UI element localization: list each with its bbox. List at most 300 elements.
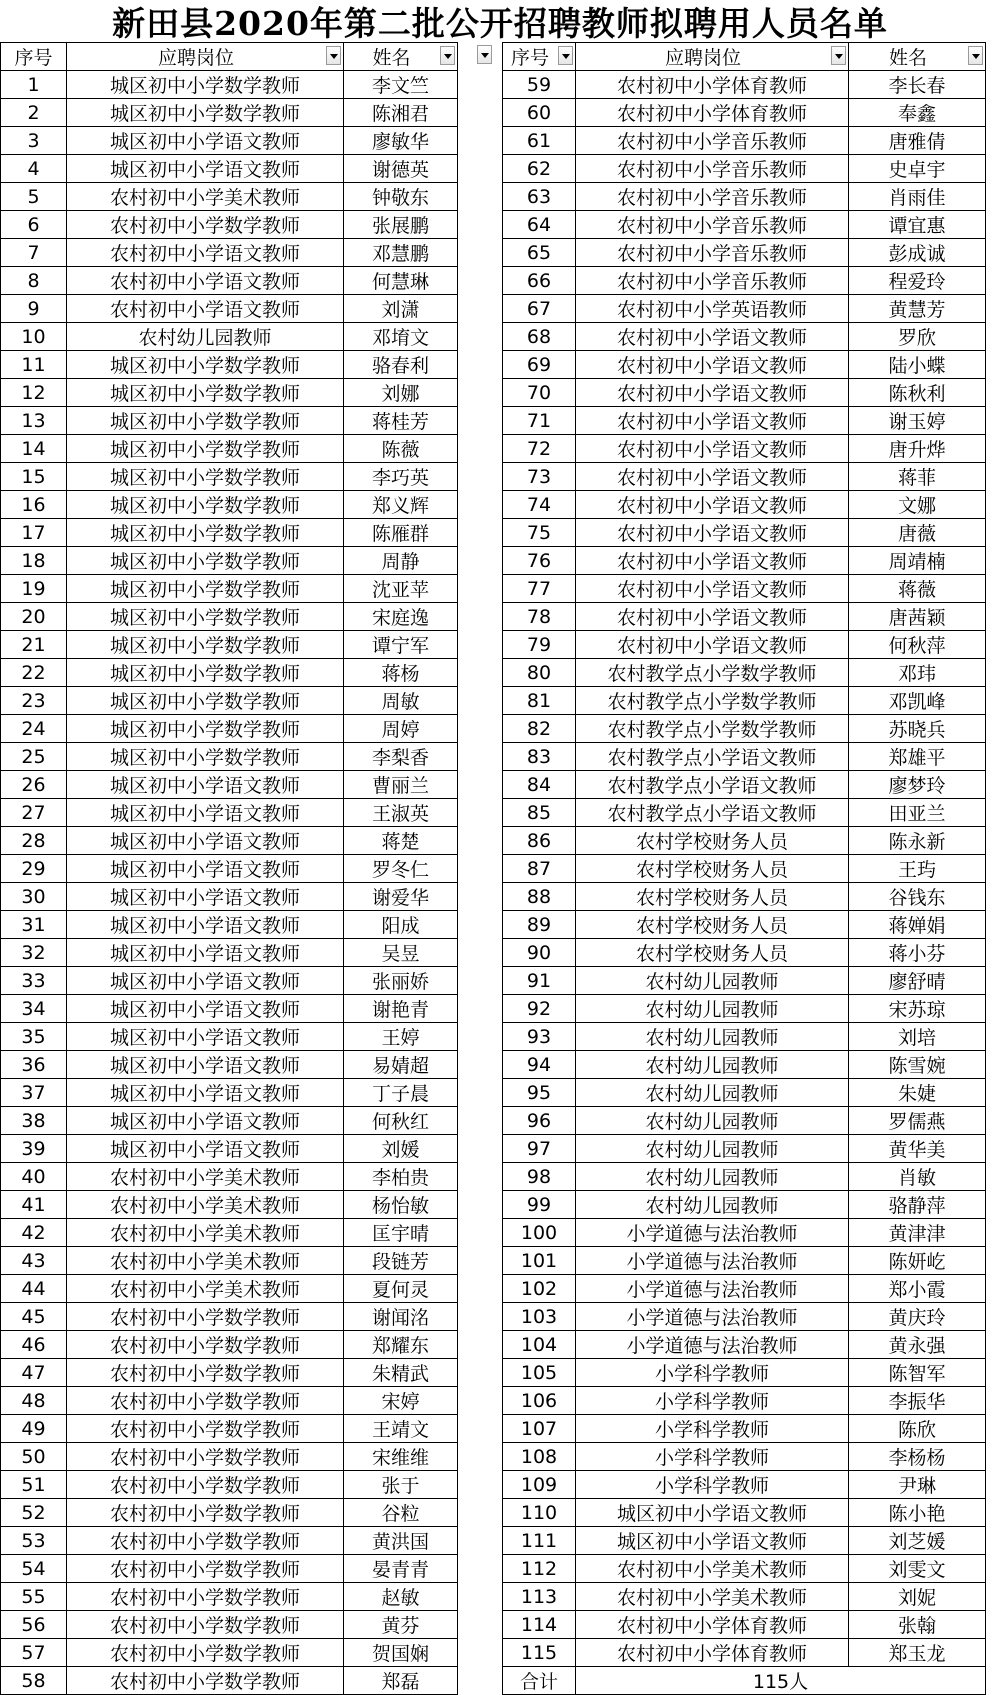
cell-name: 陈雪婉 bbox=[849, 1051, 986, 1079]
cell-name: 朱婕 bbox=[849, 1079, 986, 1107]
table-row bbox=[503, 631, 986, 659]
table-row bbox=[503, 995, 986, 1023]
cell-post: 农村初中小学体育教师 bbox=[576, 71, 849, 99]
table-row bbox=[503, 967, 986, 995]
cell-no: 8 bbox=[1, 267, 67, 295]
table-row bbox=[503, 239, 986, 267]
cell-name: 蒋小芬 bbox=[849, 939, 986, 967]
table-row bbox=[503, 1107, 986, 1135]
cell-no: 50 bbox=[1, 1443, 67, 1471]
cell-post: 城区初中小学语文教师 bbox=[576, 1499, 849, 1527]
cell-name: 彭成诚 bbox=[849, 239, 986, 267]
cell-post: 农村初中小学语文教师 bbox=[576, 491, 849, 519]
cell-post: 城区初中小学数学教师 bbox=[67, 407, 344, 435]
cell-no: 96 bbox=[503, 1107, 576, 1135]
cell-no: 90 bbox=[503, 939, 576, 967]
cell-name: 陆小蝶 bbox=[849, 351, 986, 379]
cell-post: 农村幼儿园教师 bbox=[576, 1191, 849, 1219]
cell-name: 张于 bbox=[344, 1471, 458, 1499]
column-header-name[interactable]: 姓名 bbox=[849, 43, 986, 71]
cell-name: 肖雨佳 bbox=[849, 183, 986, 211]
cell-post: 城区初中小学数学教师 bbox=[67, 519, 344, 547]
cell-no: 100 bbox=[503, 1219, 576, 1247]
cell-name: 张展鹏 bbox=[344, 211, 458, 239]
table-row bbox=[503, 71, 986, 99]
cell-name: 黄慧芳 bbox=[849, 295, 986, 323]
table-row bbox=[1, 267, 458, 295]
column-header-post[interactable]: 应聘岗位 bbox=[576, 43, 849, 71]
cell-name: 廖梦玲 bbox=[849, 771, 986, 799]
table-row bbox=[1, 1387, 458, 1415]
table-row bbox=[503, 155, 986, 183]
cell-name: 蒋薇 bbox=[849, 575, 986, 603]
filter-dropdown-icon[interactable] bbox=[831, 46, 846, 65]
cell-post: 农村幼儿园教师 bbox=[576, 1023, 849, 1051]
cell-name: 丁子晨 bbox=[344, 1079, 458, 1107]
filter-dropdown-icon[interactable] bbox=[968, 46, 983, 65]
cell-name: 陈小艳 bbox=[849, 1499, 986, 1527]
cell-no: 83 bbox=[503, 743, 576, 771]
cell-post: 小学科学教师 bbox=[576, 1359, 849, 1387]
cell-no: 84 bbox=[503, 771, 576, 799]
table-row bbox=[503, 99, 986, 127]
table-row bbox=[1, 1079, 458, 1107]
cell-post: 农村初中小学数学教师 bbox=[67, 1667, 344, 1695]
cell-no: 55 bbox=[1, 1583, 67, 1611]
cell-no: 74 bbox=[503, 491, 576, 519]
cell-post: 农村初中小学数学教师 bbox=[67, 1443, 344, 1471]
cell-post: 城区初中小学语文教师 bbox=[67, 1023, 344, 1051]
cell-no: 18 bbox=[1, 547, 67, 575]
cell-name: 田亚兰 bbox=[849, 799, 986, 827]
table-row bbox=[503, 547, 986, 575]
cell-no: 14 bbox=[1, 435, 67, 463]
cell-post: 农村初中小学数学教师 bbox=[67, 1359, 344, 1387]
cell-post: 农村初中小学数学教师 bbox=[67, 1303, 344, 1331]
cell-post: 城区初中小学数学教师 bbox=[67, 351, 344, 379]
cell-name: 陈秋利 bbox=[849, 379, 986, 407]
cell-no: 75 bbox=[503, 519, 576, 547]
cell-post: 农村初中小学数学教师 bbox=[67, 1555, 344, 1583]
table-row bbox=[503, 1359, 986, 1387]
cell-name: 陈欣 bbox=[849, 1415, 986, 1443]
cell-post: 农村初中小学英语教师 bbox=[576, 295, 849, 323]
cell-name: 张丽娇 bbox=[344, 967, 458, 995]
cell-name: 郑雄平 bbox=[849, 743, 986, 771]
table-row bbox=[503, 323, 986, 351]
right-table-body bbox=[503, 71, 986, 1667]
cell-no: 58 bbox=[1, 1667, 67, 1695]
cell-name: 周敏 bbox=[344, 687, 458, 715]
cell-no: 53 bbox=[1, 1527, 67, 1555]
table-row bbox=[1, 631, 458, 659]
cell-post: 农村幼儿园教师 bbox=[576, 1107, 849, 1135]
table-row bbox=[1, 603, 458, 631]
cell-no: 93 bbox=[503, 1023, 576, 1051]
cell-post: 农村初中小学美术教师 bbox=[67, 183, 344, 211]
cell-no: 101 bbox=[503, 1247, 576, 1275]
cell-no: 63 bbox=[503, 183, 576, 211]
cell-post: 城区初中小学数学教师 bbox=[67, 631, 344, 659]
cell-no: 104 bbox=[503, 1331, 576, 1359]
table-row bbox=[1, 1219, 458, 1247]
table-row bbox=[503, 1079, 986, 1107]
cell-post: 农村初中小学美术教师 bbox=[67, 1163, 344, 1191]
cell-no: 77 bbox=[503, 575, 576, 603]
table-row bbox=[1, 911, 458, 939]
cell-no: 57 bbox=[1, 1639, 67, 1667]
cell-name: 赵敏 bbox=[344, 1583, 458, 1611]
cell-name: 周靖楠 bbox=[849, 547, 986, 575]
cell-name: 王靖文 bbox=[344, 1415, 458, 1443]
cell-name: 钟敬东 bbox=[344, 183, 458, 211]
cell-no: 25 bbox=[1, 743, 67, 771]
cell-name: 吴昱 bbox=[344, 939, 458, 967]
cell-name: 陈智军 bbox=[849, 1359, 986, 1387]
table-row bbox=[503, 1023, 986, 1051]
cell-no: 26 bbox=[1, 771, 67, 799]
cell-name: 史卓宇 bbox=[849, 155, 986, 183]
cell-name: 郑义辉 bbox=[344, 491, 458, 519]
table-row bbox=[1, 715, 458, 743]
cell-no: 44 bbox=[1, 1275, 67, 1303]
table-row bbox=[1, 71, 458, 99]
cell-post: 农村初中小学数学教师 bbox=[67, 1527, 344, 1555]
cell-name: 刘潇 bbox=[344, 295, 458, 323]
cell-no: 21 bbox=[1, 631, 67, 659]
table-row bbox=[1, 379, 458, 407]
table-row bbox=[503, 407, 986, 435]
cell-name: 陈雁群 bbox=[344, 519, 458, 547]
cell-post: 城区初中小学语文教师 bbox=[576, 1527, 849, 1555]
cell-no: 94 bbox=[503, 1051, 576, 1079]
table-row bbox=[1, 771, 458, 799]
cell-name: 何慧琳 bbox=[344, 267, 458, 295]
table-row bbox=[1, 1639, 458, 1667]
cell-post: 农村初中小学数学教师 bbox=[67, 1471, 344, 1499]
cell-post: 农村初中小学语文教师 bbox=[576, 351, 849, 379]
cell-no: 56 bbox=[1, 1611, 67, 1639]
cell-no: 51 bbox=[1, 1471, 67, 1499]
cell-no: 37 bbox=[1, 1079, 67, 1107]
cell-name: 王玙 bbox=[849, 855, 986, 883]
cell-no: 23 bbox=[1, 687, 67, 715]
cell-name: 朱精武 bbox=[344, 1359, 458, 1387]
cell-post: 小学科学教师 bbox=[576, 1443, 849, 1471]
cell-post: 农村初中小学音乐教师 bbox=[576, 183, 849, 211]
total-label: 合计 bbox=[503, 1667, 576, 1695]
cell-name: 何秋红 bbox=[344, 1107, 458, 1135]
cell-no: 89 bbox=[503, 911, 576, 939]
cell-name: 王婷 bbox=[344, 1023, 458, 1051]
cell-no: 98 bbox=[503, 1163, 576, 1191]
cell-post: 农村初中小学语文教师 bbox=[67, 239, 344, 267]
table-row bbox=[503, 939, 986, 967]
cell-post: 农村初中小学语文教师 bbox=[576, 407, 849, 435]
cell-no: 41 bbox=[1, 1191, 67, 1219]
cell-post: 农村教学点小学语文教师 bbox=[576, 771, 849, 799]
cell-name: 黄芬 bbox=[344, 1611, 458, 1639]
cell-name: 邓玮 bbox=[849, 659, 986, 687]
cell-post: 城区初中小学数学教师 bbox=[67, 603, 344, 631]
cell-no: 24 bbox=[1, 715, 67, 743]
table-row bbox=[503, 1303, 986, 1331]
cell-no: 40 bbox=[1, 1163, 67, 1191]
table-row bbox=[503, 351, 986, 379]
cell-name: 夏何灵 bbox=[344, 1275, 458, 1303]
cell-name: 苏晓兵 bbox=[849, 715, 986, 743]
table-row bbox=[1, 1583, 458, 1611]
table-row bbox=[1, 1415, 458, 1443]
table-row bbox=[1, 183, 458, 211]
cell-name: 李振华 bbox=[849, 1387, 986, 1415]
cell-post: 农村初中小学语文教师 bbox=[576, 379, 849, 407]
cell-name: 黄华美 bbox=[849, 1135, 986, 1163]
cell-name: 刘培 bbox=[849, 1023, 986, 1051]
cell-name: 蒋桂芳 bbox=[344, 407, 458, 435]
table-row bbox=[503, 1387, 986, 1415]
cell-no: 109 bbox=[503, 1471, 576, 1499]
cell-name: 谷粒 bbox=[344, 1499, 458, 1527]
cell-name: 段链芳 bbox=[344, 1247, 458, 1275]
cell-post: 小学道德与法治教师 bbox=[576, 1303, 849, 1331]
table-row bbox=[1, 99, 458, 127]
cell-post: 农村初中小学语文教师 bbox=[576, 575, 849, 603]
document-title: 新田县2020年第二批公开招聘教师拟聘用人员名单 bbox=[112, 3, 888, 43]
table-row bbox=[1, 155, 458, 183]
filter-dropdown-icon[interactable] bbox=[477, 45, 492, 64]
cell-no: 48 bbox=[1, 1387, 67, 1415]
table-row bbox=[503, 855, 986, 883]
table-row bbox=[1, 1191, 458, 1219]
cell-no: 54 bbox=[1, 1555, 67, 1583]
cell-no: 79 bbox=[503, 631, 576, 659]
cell-name: 黄津津 bbox=[849, 1219, 986, 1247]
cell-no: 29 bbox=[1, 855, 67, 883]
cell-name: 沈亚苹 bbox=[344, 575, 458, 603]
cell-no: 80 bbox=[503, 659, 576, 687]
table-row bbox=[503, 827, 986, 855]
cell-post: 农村初中小学体育教师 bbox=[576, 1611, 849, 1639]
table-row bbox=[503, 1527, 986, 1555]
cell-name: 陈永新 bbox=[849, 827, 986, 855]
cell-no: 35 bbox=[1, 1023, 67, 1051]
table-row bbox=[503, 687, 986, 715]
cell-post: 农村初中小学数学教师 bbox=[67, 1331, 344, 1359]
cell-name: 何秋萍 bbox=[849, 631, 986, 659]
cell-no: 45 bbox=[1, 1303, 67, 1331]
cell-name: 邓凯峰 bbox=[849, 687, 986, 715]
cell-no: 52 bbox=[1, 1499, 67, 1527]
cell-no: 113 bbox=[503, 1583, 576, 1611]
cell-no: 20 bbox=[1, 603, 67, 631]
cell-name: 廖舒晴 bbox=[849, 967, 986, 995]
table-row bbox=[1, 939, 458, 967]
cell-post: 城区初中小学语文教师 bbox=[67, 1135, 344, 1163]
cell-no: 87 bbox=[503, 855, 576, 883]
cell-name: 蒋楚 bbox=[344, 827, 458, 855]
cell-post: 城区初中小学数学教师 bbox=[67, 463, 344, 491]
column-header-post[interactable]: 应聘岗位 bbox=[67, 43, 344, 71]
cell-no: 66 bbox=[503, 267, 576, 295]
table-row bbox=[1, 1527, 458, 1555]
table-row bbox=[1, 1163, 458, 1191]
table-row bbox=[1, 743, 458, 771]
cell-no: 92 bbox=[503, 995, 576, 1023]
cell-name: 贺国娴 bbox=[344, 1639, 458, 1667]
table-row bbox=[1, 883, 458, 911]
left-header-row bbox=[1, 43, 458, 71]
cell-post: 城区初中小学语文教师 bbox=[67, 939, 344, 967]
cell-post: 城区初中小学语文教师 bbox=[67, 771, 344, 799]
cell-post: 农村幼儿园教师 bbox=[576, 1163, 849, 1191]
cell-no: 36 bbox=[1, 1051, 67, 1079]
cell-name: 罗儒燕 bbox=[849, 1107, 986, 1135]
table-row bbox=[1, 855, 458, 883]
cell-no: 110 bbox=[503, 1499, 576, 1527]
cell-name: 李柏贵 bbox=[344, 1163, 458, 1191]
cell-name: 晏青青 bbox=[344, 1555, 458, 1583]
cell-name: 邓堉文 bbox=[344, 323, 458, 351]
table-row bbox=[1, 295, 458, 323]
cell-no: 115 bbox=[503, 1639, 576, 1667]
column-header-no[interactable]: 序号 bbox=[503, 43, 576, 71]
cell-no: 6 bbox=[1, 211, 67, 239]
filter-dropdown-icon[interactable] bbox=[440, 46, 455, 65]
cell-no: 95 bbox=[503, 1079, 576, 1107]
cell-post: 农村学校财务人员 bbox=[576, 827, 849, 855]
cell-post: 农村初中小学语文教师 bbox=[67, 295, 344, 323]
cell-no: 64 bbox=[503, 211, 576, 239]
cell-post: 农村幼儿园教师 bbox=[576, 967, 849, 995]
table-row bbox=[503, 1611, 986, 1639]
table-row bbox=[1, 1443, 458, 1471]
cell-name: 奉鑫 bbox=[849, 99, 986, 127]
table-row bbox=[1, 519, 458, 547]
table-row bbox=[1, 799, 458, 827]
cell-no: 12 bbox=[1, 379, 67, 407]
table-row bbox=[1, 211, 458, 239]
table-row bbox=[503, 1135, 986, 1163]
cell-no: 59 bbox=[503, 71, 576, 99]
table-row bbox=[1, 407, 458, 435]
cell-no: 62 bbox=[503, 155, 576, 183]
cell-post: 城区初中小学语文教师 bbox=[67, 827, 344, 855]
table-row bbox=[503, 771, 986, 799]
table-row bbox=[503, 1583, 986, 1611]
cell-name: 肖敏 bbox=[849, 1163, 986, 1191]
cell-name: 张翰 bbox=[849, 1611, 986, 1639]
cell-no: 81 bbox=[503, 687, 576, 715]
cell-name: 谢德英 bbox=[344, 155, 458, 183]
cell-no: 69 bbox=[503, 351, 576, 379]
cell-post: 城区初中小学数学教师 bbox=[67, 99, 344, 127]
table-row bbox=[1, 351, 458, 379]
cell-name: 蒋婵娟 bbox=[849, 911, 986, 939]
cell-post: 农村幼儿园教师 bbox=[67, 323, 344, 351]
table-row bbox=[1, 659, 458, 687]
table-row bbox=[503, 1499, 986, 1527]
cell-name: 宋庭逸 bbox=[344, 603, 458, 631]
cell-no: 11 bbox=[1, 351, 67, 379]
cell-name: 唐茜颖 bbox=[849, 603, 986, 631]
cell-no: 102 bbox=[503, 1275, 576, 1303]
cell-no: 111 bbox=[503, 1527, 576, 1555]
cell-post: 农村初中小学语文教师 bbox=[576, 631, 849, 659]
cell-no: 28 bbox=[1, 827, 67, 855]
cell-post: 小学道德与法治教师 bbox=[576, 1331, 849, 1359]
cell-no: 39 bbox=[1, 1135, 67, 1163]
cell-no: 42 bbox=[1, 1219, 67, 1247]
cell-post: 农村初中小学美术教师 bbox=[576, 1555, 849, 1583]
cell-no: 68 bbox=[503, 323, 576, 351]
table-row bbox=[1, 435, 458, 463]
table-row bbox=[1, 1275, 458, 1303]
cell-post: 城区初中小学语文教师 bbox=[67, 1079, 344, 1107]
cell-name: 杨怡敏 bbox=[344, 1191, 458, 1219]
cell-no: 86 bbox=[503, 827, 576, 855]
total-value: 115人 bbox=[576, 1667, 986, 1695]
cell-no: 85 bbox=[503, 799, 576, 827]
column-header-name[interactable]: 姓名 bbox=[344, 43, 458, 71]
cell-name: 李巧英 bbox=[344, 463, 458, 491]
cell-name: 刘娜 bbox=[344, 379, 458, 407]
cell-no: 16 bbox=[1, 491, 67, 519]
table-row bbox=[1, 1135, 458, 1163]
cell-name: 程爱玲 bbox=[849, 267, 986, 295]
cell-post: 农村初中小学数学教师 bbox=[67, 1611, 344, 1639]
cell-name: 骆春利 bbox=[344, 351, 458, 379]
table-row bbox=[503, 715, 986, 743]
cell-no: 103 bbox=[503, 1303, 576, 1331]
cell-post: 农村初中小学美术教师 bbox=[67, 1275, 344, 1303]
cell-no: 17 bbox=[1, 519, 67, 547]
cell-no: 34 bbox=[1, 995, 67, 1023]
table-row bbox=[503, 603, 986, 631]
cell-no: 97 bbox=[503, 1135, 576, 1163]
cell-name: 谷钱东 bbox=[849, 883, 986, 911]
cell-no: 27 bbox=[1, 799, 67, 827]
cell-name: 谭宜惠 bbox=[849, 211, 986, 239]
cell-name: 谢闻洺 bbox=[344, 1303, 458, 1331]
table-row bbox=[503, 491, 986, 519]
table-row bbox=[1, 1023, 458, 1051]
table-row bbox=[1, 127, 458, 155]
table-row bbox=[1, 1471, 458, 1499]
cell-post: 农村初中小学美术教师 bbox=[67, 1247, 344, 1275]
cell-post: 农村学校财务人员 bbox=[576, 939, 849, 967]
cell-name: 匡宇晴 bbox=[344, 1219, 458, 1247]
cell-post: 城区初中小学数学教师 bbox=[67, 687, 344, 715]
cell-post: 农村初中小学语文教师 bbox=[576, 547, 849, 575]
cell-no: 19 bbox=[1, 575, 67, 603]
cell-no: 32 bbox=[1, 939, 67, 967]
cell-name: 邓慧鹏 bbox=[344, 239, 458, 267]
cell-post: 城区初中小学数学教师 bbox=[67, 379, 344, 407]
filter-dropdown-icon[interactable] bbox=[558, 46, 573, 65]
table-row bbox=[1, 491, 458, 519]
cell-no: 30 bbox=[1, 883, 67, 911]
cell-post: 小学道德与法治教师 bbox=[576, 1247, 849, 1275]
cell-post: 农村初中小学语文教师 bbox=[576, 603, 849, 631]
filter-dropdown-icon[interactable] bbox=[326, 46, 341, 65]
cell-post: 城区初中小学语文教师 bbox=[67, 967, 344, 995]
cell-no: 1 bbox=[1, 71, 67, 99]
table-row bbox=[503, 575, 986, 603]
table-row bbox=[1, 239, 458, 267]
cell-post: 农村初中小学美术教师 bbox=[67, 1219, 344, 1247]
cell-no: 76 bbox=[503, 547, 576, 575]
